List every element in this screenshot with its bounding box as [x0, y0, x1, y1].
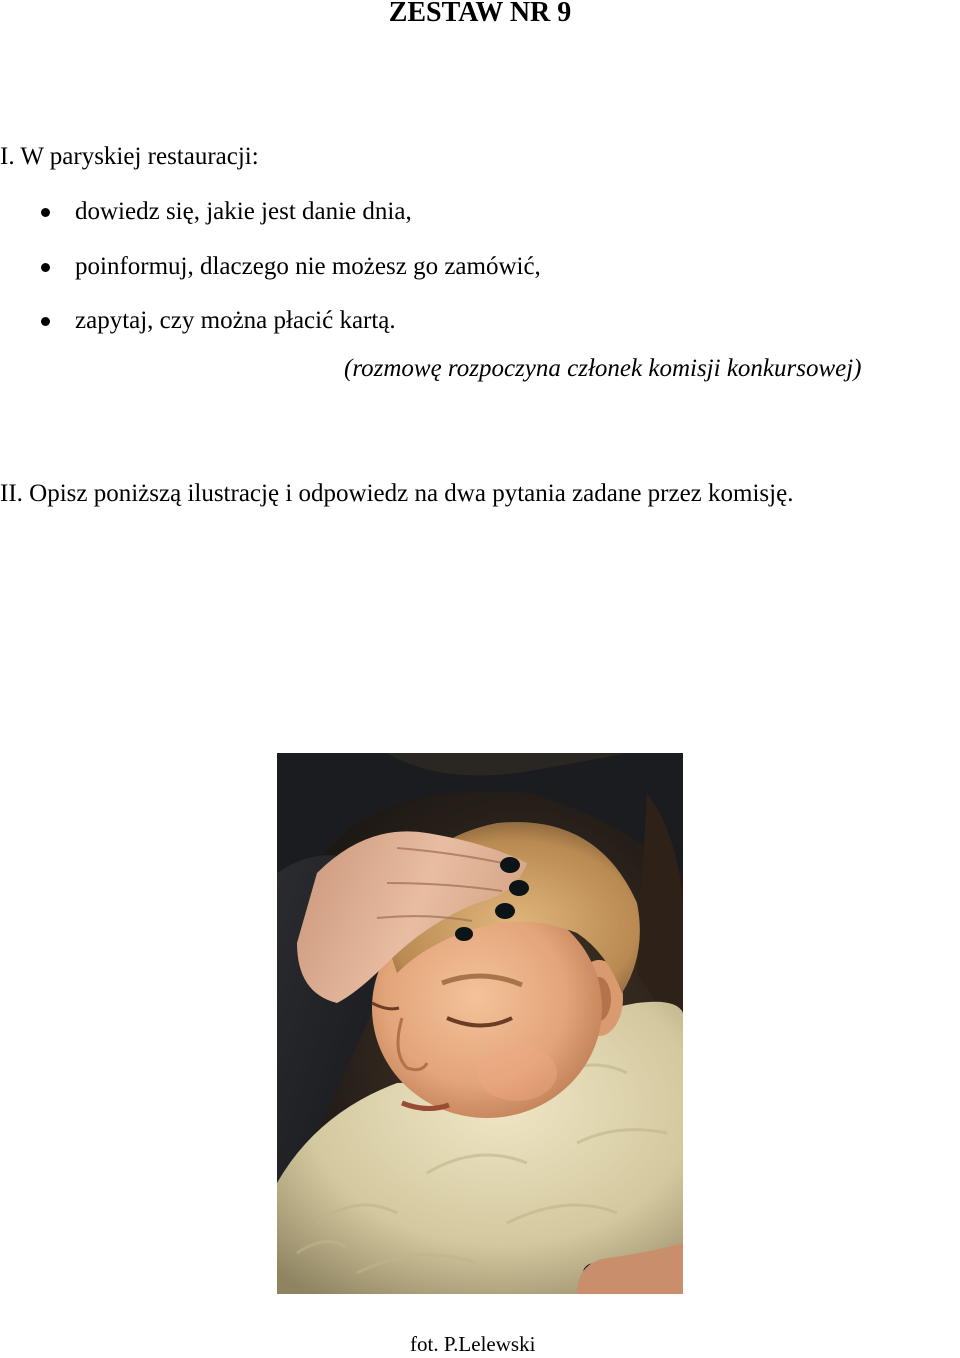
section-1-heading: I. W paryskiej restauracji:	[0, 143, 259, 170]
bullet-icon	[41, 263, 50, 272]
task-text: zapytaj, czy można płacić kartą.	[75, 307, 396, 334]
photo-drawing	[277, 753, 683, 1294]
task-text: poinformuj, dlaczego nie możesz go zamówić,	[75, 253, 541, 280]
illustration-photo	[277, 753, 683, 1294]
task-text: dowiedz się, jakie jest danie dnia,	[75, 198, 412, 225]
section-2-heading: II. Opisz poniższą ilustrację i odpowiedz na dwa pytania zadane przez komisję.	[0, 480, 794, 507]
document-title: ZESTAW NR 9	[388, 0, 572, 28]
instruction-note: (rozmowę rozpoczyna członek komisji konkursowej)	[344, 355, 862, 382]
bullet-icon	[41, 317, 50, 326]
bullet-icon	[41, 208, 50, 217]
photo-caption: fot. P.Lelewski	[410, 1332, 536, 1356]
